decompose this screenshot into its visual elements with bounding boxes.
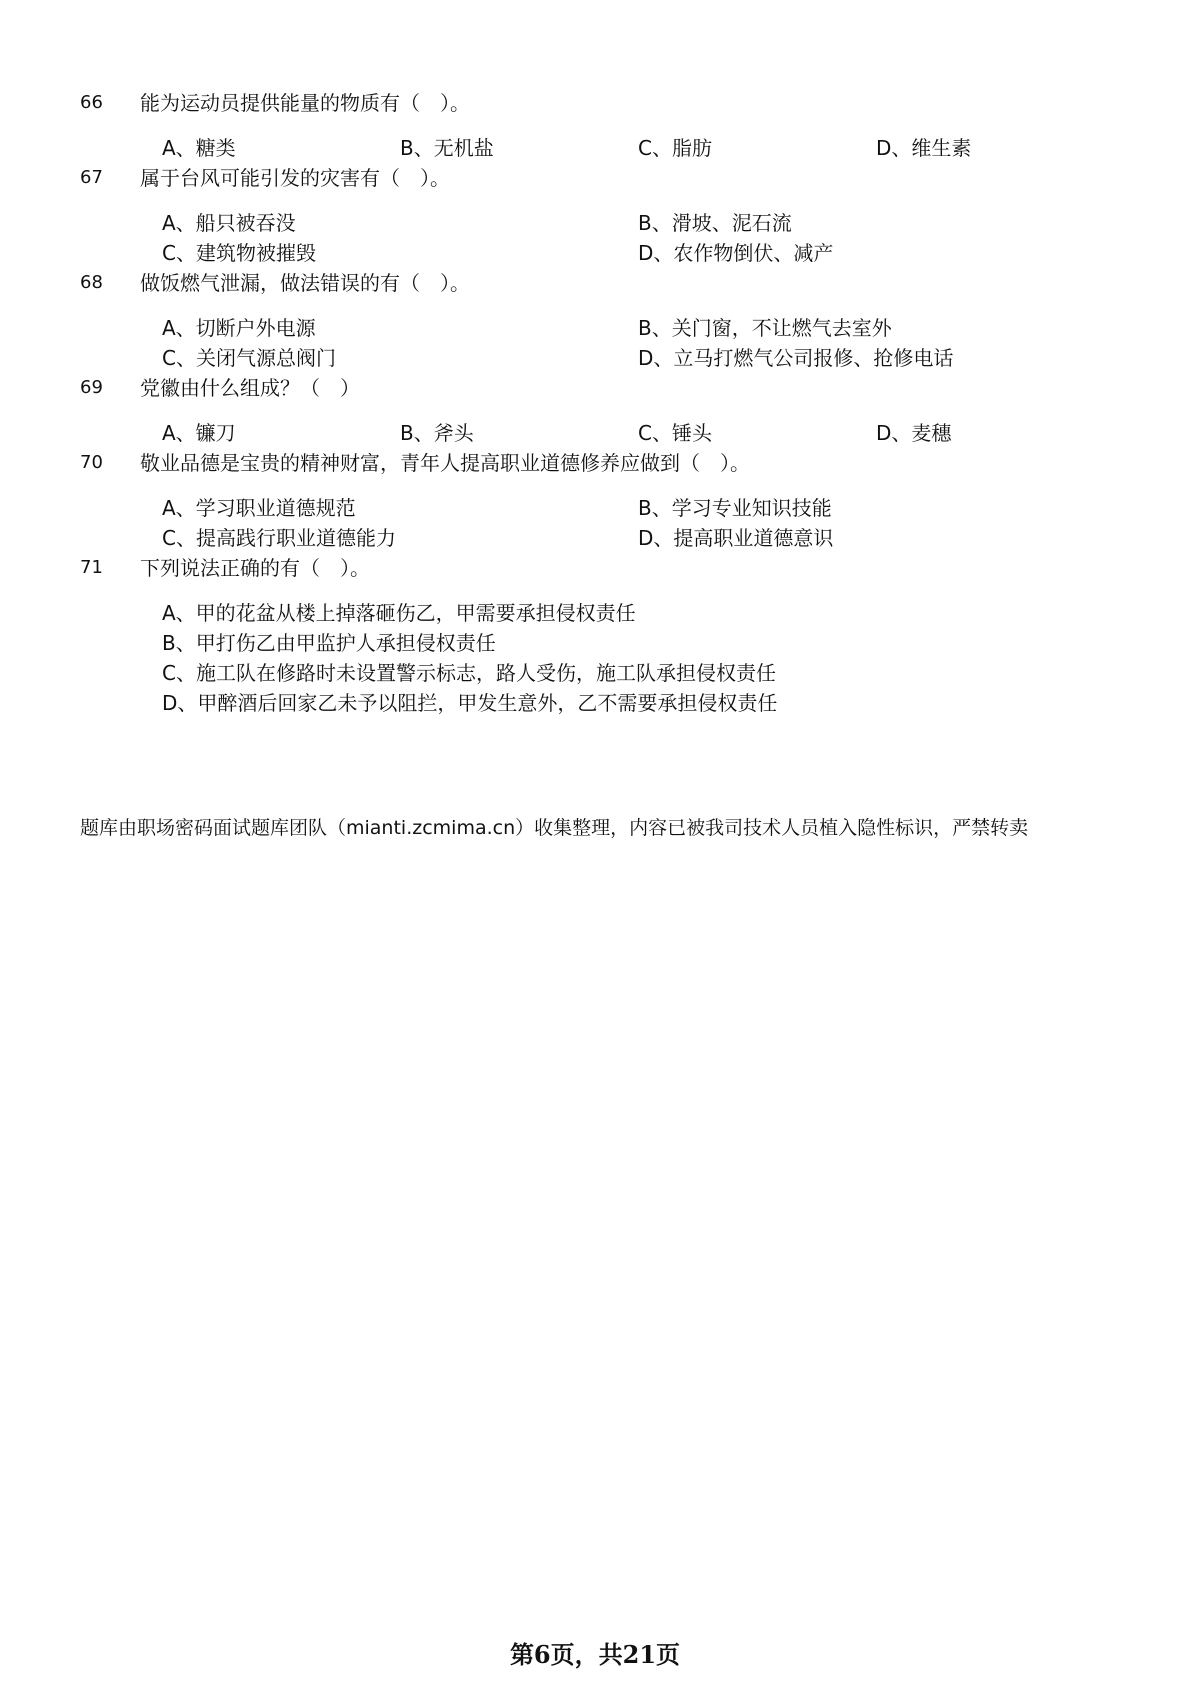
option: C、施工队在修路时未设置警示标志，路人受伤，施工队承担侵权责任: [162, 661, 776, 685]
option: A、甲的花盆从楼上掉落砸伤乙，甲需要承担侵权责任: [162, 601, 636, 625]
question-text: 做饭燃气泄漏，做法错误的有（ ）。: [140, 271, 470, 295]
option: B、斧头: [400, 421, 474, 445]
question-number: 71: [80, 557, 103, 578]
option: C、锤头: [638, 421, 712, 445]
option: B、甲打伤乙由甲监护人承担侵权责任: [162, 631, 496, 655]
question-number: 69: [80, 377, 103, 398]
option: D、甲醉酒后回家乙未予以阻拦，甲发生意外，乙不需要承担侵权责任: [162, 691, 778, 715]
option: A、学习职业道德规范: [162, 496, 356, 520]
option: A、糖类: [162, 136, 236, 160]
option: D、农作物倒伏、减产: [638, 241, 834, 265]
question-number: 66: [80, 92, 103, 113]
footer-note: 题库由职场密码面试题库团队（mianti.zcmima.cn）收集整理，内容已被我司技术人员植入隐性标识，严禁转卖: [80, 817, 1029, 839]
option: A、镰刀: [162, 421, 236, 445]
option: A、切断户外电源: [162, 316, 316, 340]
question-number: 70: [80, 452, 103, 473]
question-number: 67: [80, 167, 103, 188]
option: A、船只被吞没: [162, 211, 296, 235]
option: B、关门窗，不让燃气去室外: [638, 316, 892, 340]
option: C、关闭气源总阀门: [162, 346, 336, 370]
option: B、学习专业知识技能: [638, 496, 832, 520]
question-number: 68: [80, 272, 103, 293]
question-text: 党徽由什么组成？（ ）: [140, 376, 360, 400]
option: D、立马打燃气公司报修、抢修电话: [638, 346, 954, 370]
option: B、无机盐: [400, 136, 494, 160]
option: C、提高践行职业道德能力: [162, 526, 396, 550]
question-text: 能为运动员提供能量的物质有（ ）。: [140, 91, 470, 115]
page-number: 第6页，共21页: [509, 1640, 681, 1669]
option: D、维生素: [876, 136, 972, 160]
option: D、麦穗: [876, 421, 952, 445]
question-text: 属于台风可能引发的灾害有（ ）。: [140, 166, 450, 190]
option: C、建筑物被摧毁: [162, 241, 316, 265]
option: B、滑坡、泥石流: [638, 211, 792, 235]
question-text: 敬业品德是宝贵的精神财富，青年人提高职业道德修养应做到（ ）。: [140, 451, 750, 475]
question-text: 下列说法正确的有（ ）。: [140, 556, 370, 580]
option: C、脂肪: [638, 136, 712, 160]
option: D、提高职业道德意识: [638, 526, 834, 550]
